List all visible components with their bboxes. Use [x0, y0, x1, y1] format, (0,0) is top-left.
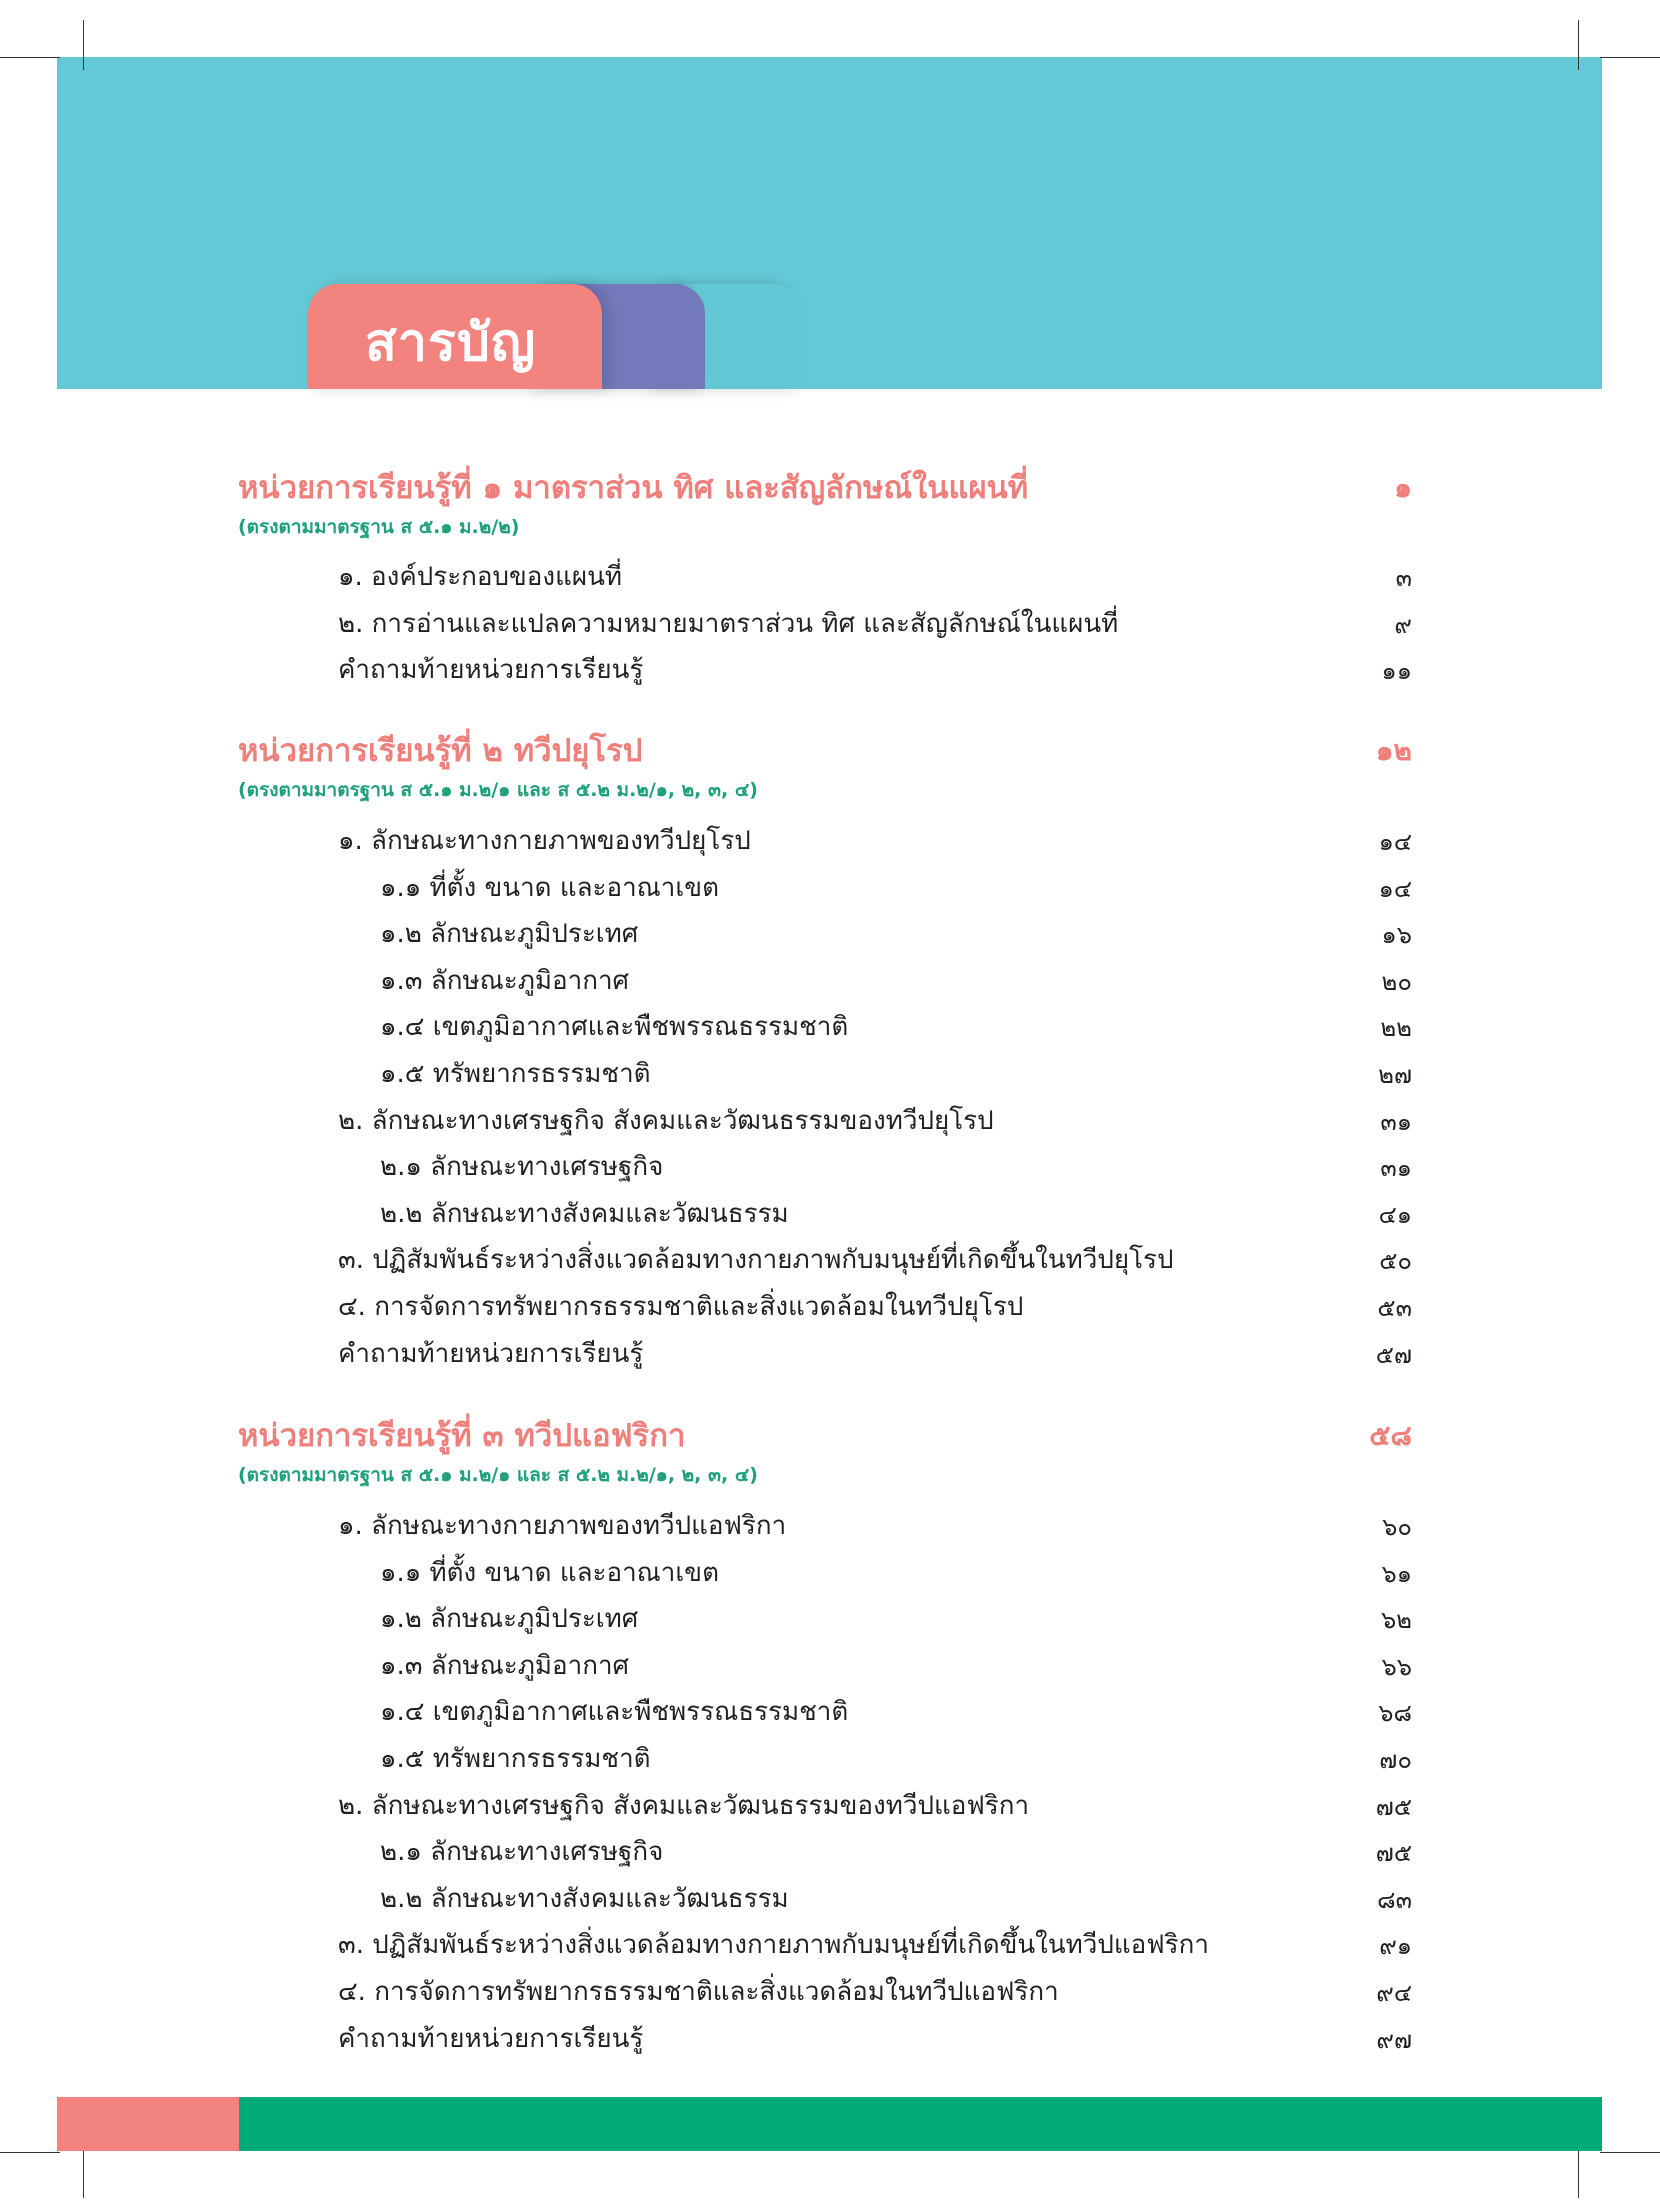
toc-item[interactable]: ๒.๒ ลักษณะทางสังคมและวัฒนธรรม: [380, 1199, 789, 1229]
toc-item-page-number: ๕๗: [1375, 1341, 1412, 1369]
unit-standard: (ตรงตามมาตรฐาน ส ๕.๑ ม.๒/๑ และ ส ๕.๒ ม.๒/๑, ๒, ๓, ๔): [238, 1464, 758, 1486]
footer-bar-green: [239, 2097, 1602, 2151]
toc-item-page-number: ๗๐: [1379, 1746, 1412, 1774]
toc-item-page-number: ๖๖: [1381, 1653, 1412, 1681]
toc-item-page-number: ๖๒: [1380, 1606, 1412, 1634]
footer-bar-pink: [57, 2097, 239, 2151]
crop-mark: [1578, 2148, 1579, 2198]
toc-item-page-number: ๖๑: [1381, 1560, 1412, 1588]
toc-item[interactable]: ๑.๔ เขตภูมิอากาศและพืชพรรณธรรมชาติ: [380, 1697, 849, 1727]
toc-item[interactable]: ๓. ปฏิสัมพันธ์ระหว่างสิ่งแวดล้อมทางกายภาพกับมนุษย์ที่เกิดขึ้นในทวีปแอฟริกา: [338, 1930, 1209, 1960]
toc-item-page-number: ๘๓: [1377, 1886, 1412, 1914]
crop-mark: [1600, 2152, 1660, 2153]
toc-item[interactable]: ๑.๒ ลักษณะภูมิประเทศ: [380, 919, 639, 949]
page-title: สารบัญ: [365, 313, 537, 373]
toc-item[interactable]: ๓. ปฏิสัมพันธ์ระหว่างสิ่งแวดล้อมทางกายภาพกับมนุษย์ที่เกิดขึ้นในทวีปยุโรป: [338, 1245, 1174, 1275]
toc-item-page-number: ๗๕: [1375, 1793, 1412, 1821]
toc-item-page-number: ๙: [1394, 611, 1412, 639]
toc-item-questions[interactable]: คำถามท้ายหน่วยการเรียนรู้: [338, 1339, 644, 1369]
toc-item[interactable]: ๑.๓ ลักษณะภูมิอากาศ: [380, 966, 630, 996]
toc-item-page-number: ๗๕: [1375, 1839, 1412, 1867]
toc-item-page-number: ๔๑: [1378, 1201, 1412, 1229]
toc-item[interactable]: ๒.๑ ลักษณะทางเศรษฐกิจ: [380, 1152, 664, 1182]
toc-item[interactable]: ๑.๑ ที่ตั้ง ขนาด และอาณาเขต: [380, 1558, 719, 1588]
unit-page-number: ๑๒: [1375, 734, 1412, 767]
toc-item[interactable]: ๒. การอ่านและแปลความหมายมาตราส่วน ทิศ และสัญลักษณ์ในแผนที่: [338, 609, 1119, 639]
toc-item[interactable]: ๒. ลักษณะทางเศรษฐกิจ สังคมและวัฒนธรรมของทวีปยุโรป: [338, 1106, 994, 1136]
toc-item-page-number: ๓๑: [1380, 1108, 1412, 1136]
toc-item[interactable]: ๑.๕ ทรัพยากรธรรมชาติ: [380, 1059, 651, 1089]
toc-item-questions[interactable]: คำถามท้ายหน่วยการเรียนรู้: [338, 2024, 644, 2054]
toc-item-page-number: ๕๐: [1379, 1247, 1412, 1275]
toc-item-page-number: ๓๑: [1380, 1154, 1412, 1182]
toc-item-page-number: ๕๓: [1377, 1294, 1412, 1322]
toc-item[interactable]: ๑.๑ ที่ตั้ง ขนาด และอาณาเขต: [380, 873, 719, 903]
unit-title[interactable]: หน่วยการเรียนรู้ที่ ๑ มาตราส่วน ทิศ และสัญลักษณ์ในแผนที่: [238, 470, 1029, 506]
toc-item[interactable]: ๒.๒ ลักษณะทางสังคมและวัฒนธรรม: [380, 1884, 789, 1914]
crop-mark: [0, 57, 60, 58]
toc-item-page-number: ๙๗: [1376, 2026, 1412, 2054]
toc-item[interactable]: ๑. องค์ประกอบของแผนที่: [338, 562, 623, 592]
toc-item-page-number: ๓: [1395, 564, 1412, 592]
toc-item-page-number: ๖๐: [1382, 1513, 1412, 1541]
toc-item[interactable]: ๔. การจัดการทรัพยากรธรรมชาติและสิ่งแวดล้อมในทวีปแอฟริกา: [338, 1977, 1059, 2007]
toc-item[interactable]: ๑.๓ ลักษณะภูมิอากาศ: [380, 1651, 630, 1681]
toc-item-page-number: ๙๔: [1376, 1979, 1412, 2007]
toc-item[interactable]: ๑. ลักษณะทางกายภาพของทวีปยุโรป: [338, 826, 751, 856]
crop-mark: [83, 2148, 84, 2198]
header-band: [57, 57, 1602, 389]
toc-item-page-number: ๒๗: [1378, 1061, 1412, 1089]
toc-item-page-number: ๒๒: [1380, 1014, 1412, 1042]
unit-standard: (ตรงตามมาตรฐาน ส ๕.๑ ม.๒/๒): [238, 516, 520, 538]
unit-page-number: ๕๘: [1369, 1419, 1412, 1452]
toc-item[interactable]: ๒. ลักษณะทางเศรษฐกิจ สังคมและวัฒนธรรมของทวีปแอฟริกา: [338, 1791, 1030, 1821]
unit-standard: (ตรงตามมาตรฐาน ส ๕.๑ ม.๒/๑ และ ส ๕.๒ ม.๒/๑, ๒, ๓, ๔): [238, 779, 758, 801]
toc-item-page-number: ๑๔: [1378, 828, 1412, 856]
toc-item-page-number: ๖๘: [1378, 1699, 1412, 1727]
toc-item[interactable]: ๑. ลักษณะทางกายภาพของทวีปแอฟริกา: [338, 1511, 787, 1541]
toc-item[interactable]: ๒.๑ ลักษณะทางเศรษฐกิจ: [380, 1837, 664, 1867]
toc-item-questions[interactable]: คำถามท้ายหน่วยการเรียนรู้: [338, 655, 644, 685]
toc-item[interactable]: ๔. การจัดการทรัพยากรธรรมชาติและสิ่งแวดล้อมในทวีปยุโรป: [338, 1292, 1024, 1322]
toc-item-page-number: ๑๔: [1378, 875, 1412, 903]
toc-item[interactable]: ๑.๕ ทรัพยากรธรรมชาติ: [380, 1744, 651, 1774]
toc-item-page-number: ๙๑: [1379, 1932, 1412, 1960]
toc-item[interactable]: ๑.๔ เขตภูมิอากาศและพืชพรรณธรรมชาติ: [380, 1012, 849, 1042]
crop-mark: [1600, 57, 1660, 58]
toc-item-page-number: ๑๖: [1381, 921, 1412, 949]
unit-page-number: ๑: [1394, 471, 1412, 504]
toc-item-page-number: ๑๑: [1381, 657, 1412, 685]
unit-title[interactable]: หน่วยการเรียนรู้ที่ ๓ ทวีปแอฟริกา: [238, 1418, 686, 1454]
crop-mark: [83, 20, 84, 70]
crop-mark: [0, 2152, 60, 2153]
toc-item[interactable]: ๑.๒ ลักษณะภูมิประเทศ: [380, 1604, 639, 1634]
toc-item-page-number: ๒๐: [1381, 968, 1412, 996]
unit-title[interactable]: หน่วยการเรียนรู้ที่ ๒ ทวีปยุโรป: [238, 733, 643, 769]
crop-mark: [1578, 20, 1579, 70]
